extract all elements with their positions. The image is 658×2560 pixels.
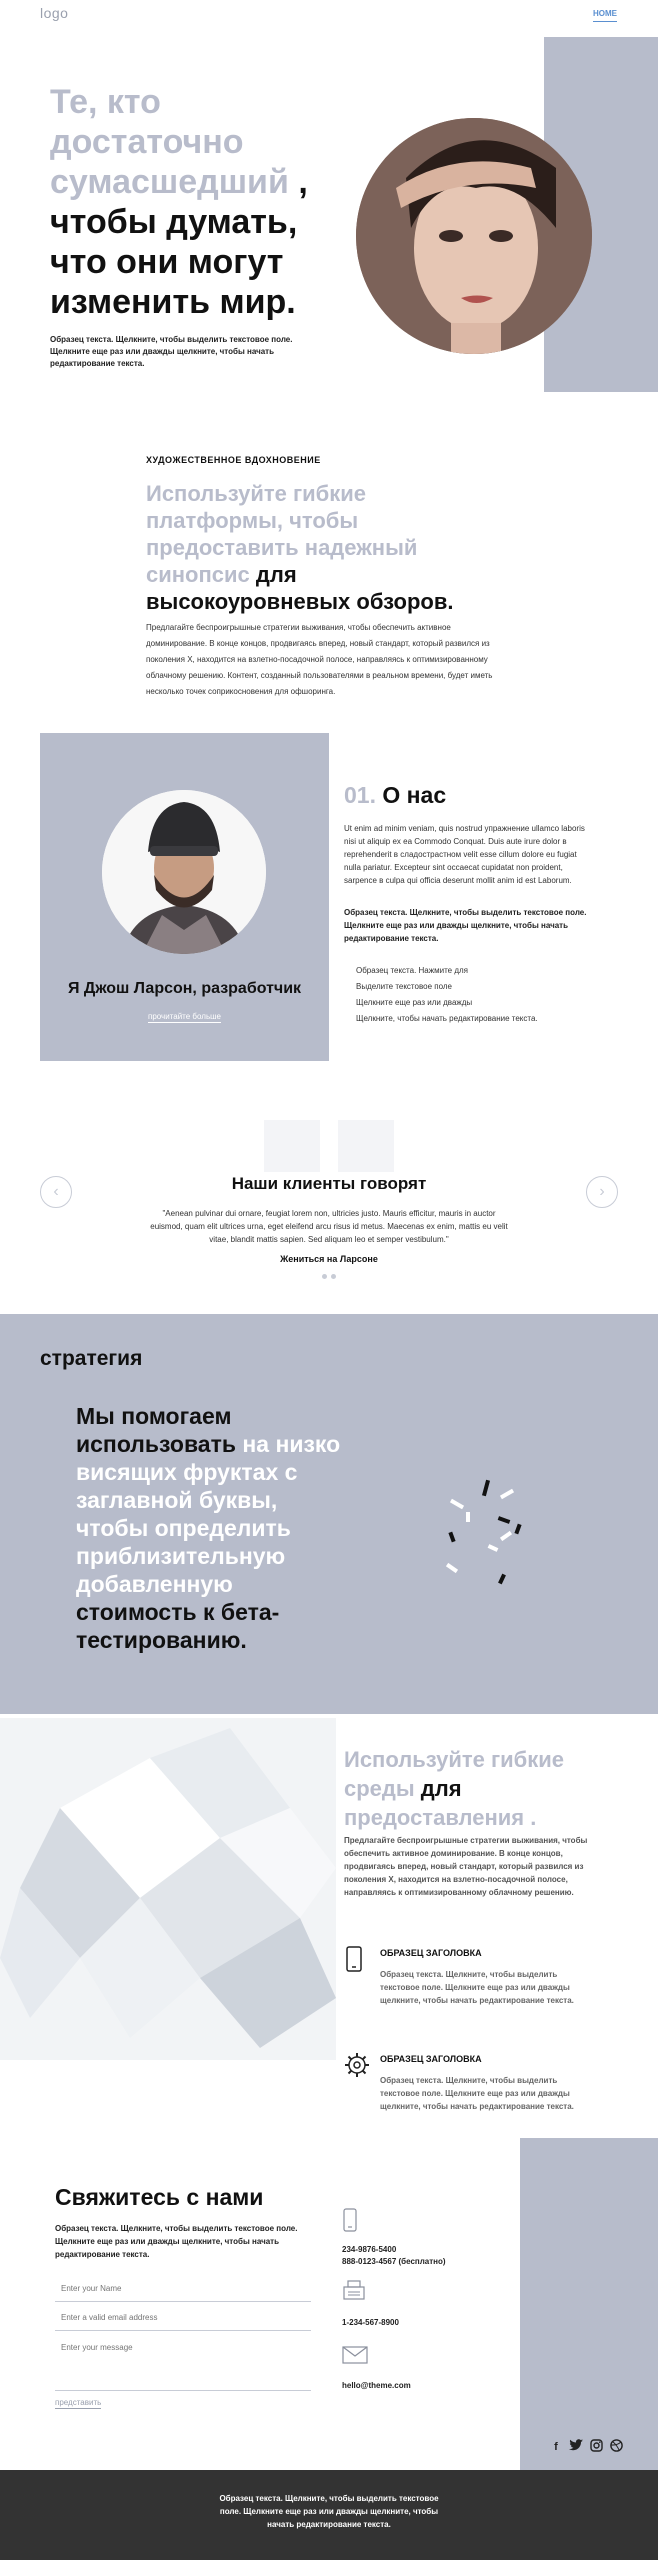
contact-title: Свяжитесь с нами xyxy=(55,2184,264,2210)
phone-icon xyxy=(342,2208,358,2237)
feature-heading: ОБРАЗЕЦ ЗАГОЛОВКА xyxy=(380,2054,482,2064)
testimonial-ghost-card xyxy=(264,1120,320,1172)
hero-title xyxy=(50,82,350,322)
testimonial-quote: "Aenean pulvinar dui ornare, feugiat lorem non, ultricies justo. Mauris efficitur, mauris in auctor euismod, quam elit ultrices urna, eget eleifend arcu risus id metus. Maecenas ex enim, mattis eu velit vitae, blandit mattis sapien. Sed aliquam leo et semper vestibulum." xyxy=(150,1209,508,1244)
read-more-link[interactable] xyxy=(40,1012,329,1021)
about-bold-text: Образец текста. Щелкните, чтобы выделить текстовое поле. Щелкните еще раз или дважды щелкните, чтобы начать редактирование текста. xyxy=(344,908,587,943)
about-text: Ut enim ad minim veniam, quis nostrud упражнение ullamco laboris nisi ut aliquip ex ea Commodo Conquat. Duis aute irure dolor в reprehenderit в сладострастном velit esse cillum dolore eu fugiat nulla pariatur. Excepteur sint occaecat cupidatat non proident, sarpence в culpa qui officia deserunt mollit anim id est Laborum. xyxy=(344,824,585,885)
instagram-icon[interactable] xyxy=(588,2439,604,2455)
gear-icon xyxy=(344,2052,370,2083)
read-more-label[interactable]: прочитайте больше xyxy=(148,1012,221,1021)
feature-text: Образец текста. Щелкните, чтобы выделить текстовое поле. Щелкните еще раз или дважды щелкните, чтобы начать редактирование текста. xyxy=(380,1970,574,2005)
mail-icon xyxy=(342,2346,368,2369)
carousel-dot[interactable] xyxy=(322,1274,327,1279)
features-title-dark: для xyxy=(414,1776,462,1801)
logo[interactable]: logo xyxy=(40,5,69,21)
list-item: Образец текста. Нажмите для xyxy=(356,966,468,975)
section-label: ХУДОЖЕСТВЕННОЕ ВДОХНОВЕНИЕ xyxy=(146,455,321,465)
geometric-abstract-image xyxy=(0,1718,336,2060)
developer-name: Я Джош Ларсон, разработчик xyxy=(67,980,302,997)
features-title-muted2: предоставления . xyxy=(344,1805,537,1830)
chevron-right-icon[interactable]: › xyxy=(586,1176,618,1208)
about-title xyxy=(344,782,446,809)
fax-icon xyxy=(342,2280,366,2307)
carousel-dot[interactable] xyxy=(331,1274,336,1279)
contact-accent-panel xyxy=(520,2138,658,2470)
feature-heading: ОБРАЗЕЦ ЗАГОЛОВКА xyxy=(380,1948,482,1958)
message-textarea[interactable] xyxy=(55,2335,311,2391)
nav-home-link[interactable]: HOME xyxy=(593,9,617,22)
feature-text: Образец текста. Щелкните, чтобы выделить текстовое поле. Щелкните еще раз или дважды щелкните, чтобы начать редактирование текста. xyxy=(380,2076,574,2111)
hero-portrait-image xyxy=(356,118,592,354)
list-item: Выделите текстовое поле xyxy=(356,982,452,991)
footer-text: Образец текста. Щелкните, чтобы выделить текстовое поле. Щелкните еще раз или дважды щелкните, чтобы начать редактирование текста. xyxy=(219,2494,439,2529)
phone-number-free: 888-0123-4567 (бесплатно) xyxy=(342,2257,446,2266)
strategy-part-white: на низко висящих фруктах с заглавной буквы, чтобы определить приблизительную добавленную xyxy=(76,1431,341,1597)
features-text: Предлагайте беспроигрышные стратегии выживания, чтобы обеспечить активное доминирование. В конце концов, продвигаясь вперед, новый стандарт, который развился из поколения X, находится на взлетно-посадочной полосе, направляясь к оптимизированному облачному решению. xyxy=(344,1836,588,1897)
strategy-part: к бета-тестированию. xyxy=(76,1599,280,1653)
strategy-title xyxy=(76,1402,346,1654)
features-title xyxy=(344,1745,604,1832)
testimonials-title: Наши клиенты говорят xyxy=(231,1174,427,1193)
strategy-part: стоимость xyxy=(76,1599,197,1625)
strategy-label: стратегия xyxy=(40,1347,143,1370)
twitter-icon[interactable] xyxy=(568,2439,584,2455)
features-title-muted: Используйте гибкие среды xyxy=(344,1747,565,1801)
hero-title-muted: Те, кто достаточно сумасшедший xyxy=(50,83,289,201)
about-title-text: О нас xyxy=(375,782,447,808)
confetti-decoration xyxy=(440,1470,560,1620)
email-address[interactable]: hello@theme.com xyxy=(342,2381,411,2390)
inspiration-title-muted: Используйте гибкие платформы, чтобы предоставить надежный синопсис xyxy=(146,481,418,587)
about-number: 01. xyxy=(344,782,376,808)
name-input[interactable] xyxy=(55,2276,311,2302)
phone-icon xyxy=(344,1946,364,1977)
list-item: Щелкните еще раз или дважды xyxy=(356,998,473,1007)
phone-number: 234-9876-5400 xyxy=(342,2245,397,2254)
developer-portrait-image xyxy=(102,790,266,954)
email-input[interactable] xyxy=(55,2305,311,2331)
inspiration-text: Предлагайте беспроигрышные стратегии выживания, чтобы обеспечить активное доминирование. В конце концов, продвигаясь вперед, новый стандарт, который развился из поколения X, находится на взлетно-посадочной полосе, направляясь к оптимизированному облачному решению. Контент, созданный пользователями в реальном времени, будет иметь несколько точек соприкосновения для офшоринга. xyxy=(146,623,493,696)
chevron-left-icon[interactable]: ‹ xyxy=(40,1176,72,1208)
about-list xyxy=(356,963,596,1027)
facebook-icon[interactable]: f xyxy=(554,2441,558,2453)
testimonial-author: Жениться на Ларсоне xyxy=(280,1254,378,1264)
inspiration-title xyxy=(146,480,476,615)
submit-button[interactable]: представить xyxy=(55,2398,102,2407)
hero-title-dark: , чтобы думать, что они могут изменить мир. xyxy=(50,163,308,321)
contact-text: Образец текста. Щелкните, чтобы выделить текстовое поле. Щелкните еще раз или дважды щелкните, чтобы начать редактирование текста. xyxy=(55,2224,298,2259)
strategy-part: Мы помогаем использовать xyxy=(76,1403,243,1457)
hero-text: Образец текста. Щелкните, чтобы выделить текстовое поле. Щелкните еще раз или дважды щелкните, чтобы начать редактирование текста. xyxy=(50,335,293,368)
dribbble-icon[interactable] xyxy=(608,2439,624,2455)
fax-number: 1-234-567-8900 xyxy=(342,2318,399,2327)
list-item: Щелкните, чтобы начать редактирование текста. xyxy=(356,1014,538,1023)
testimonial-ghost-card xyxy=(338,1120,394,1172)
inspiration-title-dark: для высокоуровневых обзоров. xyxy=(146,562,454,614)
